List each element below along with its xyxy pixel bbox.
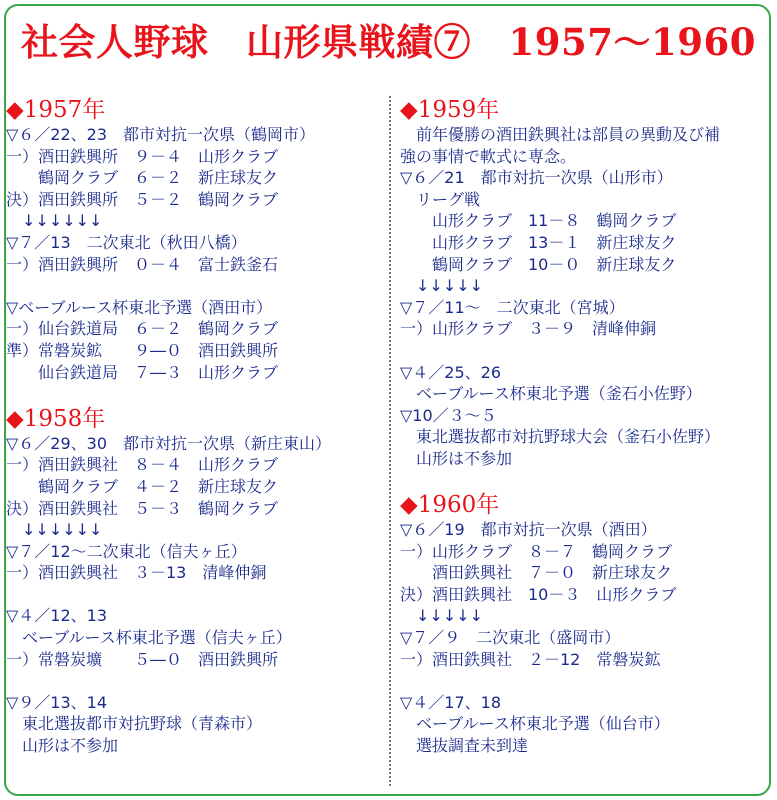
record-line: 選抜調査未到達 [400,736,529,756]
record-line: 一）酒田鉄興社 ３－13 清峰伸銅 [6,563,267,583]
record-line: ▽７／11～ 二次東北（宮城） [400,297,625,317]
record-line: 決）酒田鉄興社 ５－３ 鶴岡クラブ [6,498,279,518]
record-line: ↓↓↓↓↓ [400,606,484,626]
record-line: 鶴岡クラブ ６－２ 新庄球友ク [6,168,279,188]
record-line: ▽７／９ 二次東北（盛岡市） [400,628,621,648]
record-line: ▽10／３～５ [400,405,497,425]
spacer [6,383,384,405]
record-line: ▽４／17、18 [400,692,502,712]
record-line: 酒田鉄興社 ７－０ 新庄球友ク [400,563,673,583]
record-line: 山形は不参加 [400,448,513,468]
record-line: ↓↓↓↓↓ [400,276,484,296]
record-line: 一）酒田鉄興所 ０－４ 富士鉄釜石 [6,254,279,274]
record-line: 強の事情で軟式に専念。 [400,146,577,166]
record-line: 決）酒田鉄興所 ５－２ 鶴岡クラブ [6,189,279,209]
record-line: 東北選抜都市対抗野球大会（釜石小佐野） [400,427,721,447]
record-line: ↓↓↓↓↓↓ [6,211,103,231]
record-line: 一）仙台鉄道局 ６－２ 鶴岡クラブ [6,319,279,339]
record-line: リーグ戦 [400,189,481,209]
record-line: 鶴岡クラブ 10－０ 新庄球友ク [400,254,677,274]
record-line: 一）山形クラブ ３－９ 清峰伸銅 [400,319,657,339]
record-line: 準）常磐炭鉱 ９―０ 酒田鉄興所 [6,340,279,360]
year-heading: ◆1958年 [6,405,106,432]
spacer [400,340,772,362]
record-line: ベーブルース杯東北予選（釜石小佐野） [400,384,702,404]
record-line: ベーブルース杯東北予選（仙台市） [400,714,670,734]
record-line: ▽９／13、14 [6,692,108,712]
record-line: 山形クラブ 11－８ 鶴岡クラブ [400,211,677,231]
record-line: 一）酒田鉄興社 ２－12 常磐炭鉱 [400,649,661,669]
record-line: ▽６／22、23 都市対抗一次県（鶴岡市） [6,125,316,144]
year-heading: ◆1957年 [6,97,106,123]
record-line: ▽７／13 二次東北（秋田八橋） [6,232,247,252]
year-heading: ◆1960年 [400,492,500,519]
record-line: ▽６／21 都市対抗一次県（山形市） [400,168,673,188]
spacer [6,670,384,692]
record-line: 山形クラブ 13－１ 新庄球友ク [400,232,677,252]
record-line: 山形は不参加 [6,736,119,756]
record-line: 一）常磐炭壙 ５―０ 酒田鉄興所 [6,649,279,669]
record-line: ↓↓↓↓↓↓ [6,520,103,540]
left-column [6,96,384,757]
record-line: 一）山形クラブ ８－７ 鶴岡クラブ [400,541,673,561]
record-line: 前年優勝の酒田鉄興社は部員の異動及び補 [400,125,721,144]
record-line: ▽６／19 都市対抗一次県（酒田） [400,520,657,540]
record-line: 鶴岡クラブ ４－２ 新庄球友ク [6,476,279,496]
spacer [400,670,772,692]
record-line: ベーブルース杯東北予選（信夫ヶ丘） [6,628,292,648]
record-line: ▽７／12～二次東北（信夫ヶ丘） [6,541,247,561]
record-line: ▽ベーブルース杯東北予選（酒田市） [6,297,273,317]
right-column [400,96,772,757]
record-line: 決）酒田鉄興社 10－３ 山形クラブ [400,584,677,604]
record-line: ▽４／12、13 [6,606,108,626]
record-line: ▽６／29、30 都市対抗一次県（新庄東山） [6,433,332,453]
record-line: ▽４／25、26 [400,362,502,382]
record-line: 一）酒田鉄興所 ９－４ 山形クラブ [6,146,279,166]
record-line: 仙台鉄道局 ７―３ 山形クラブ [6,362,279,382]
year-heading: ◆1959年 [400,97,500,123]
spacer [400,470,772,492]
page-title: 社会人野球 山形県戦績⑦ 1957～1960 [21,20,756,64]
spacer [6,584,384,606]
record-line: 一）酒田鉄興社 ８－４ 山形クラブ [6,455,279,475]
column-divider [389,96,391,786]
record-line: 東北選抜都市対抗野球（青森市） [6,714,263,734]
spacer [6,275,384,297]
